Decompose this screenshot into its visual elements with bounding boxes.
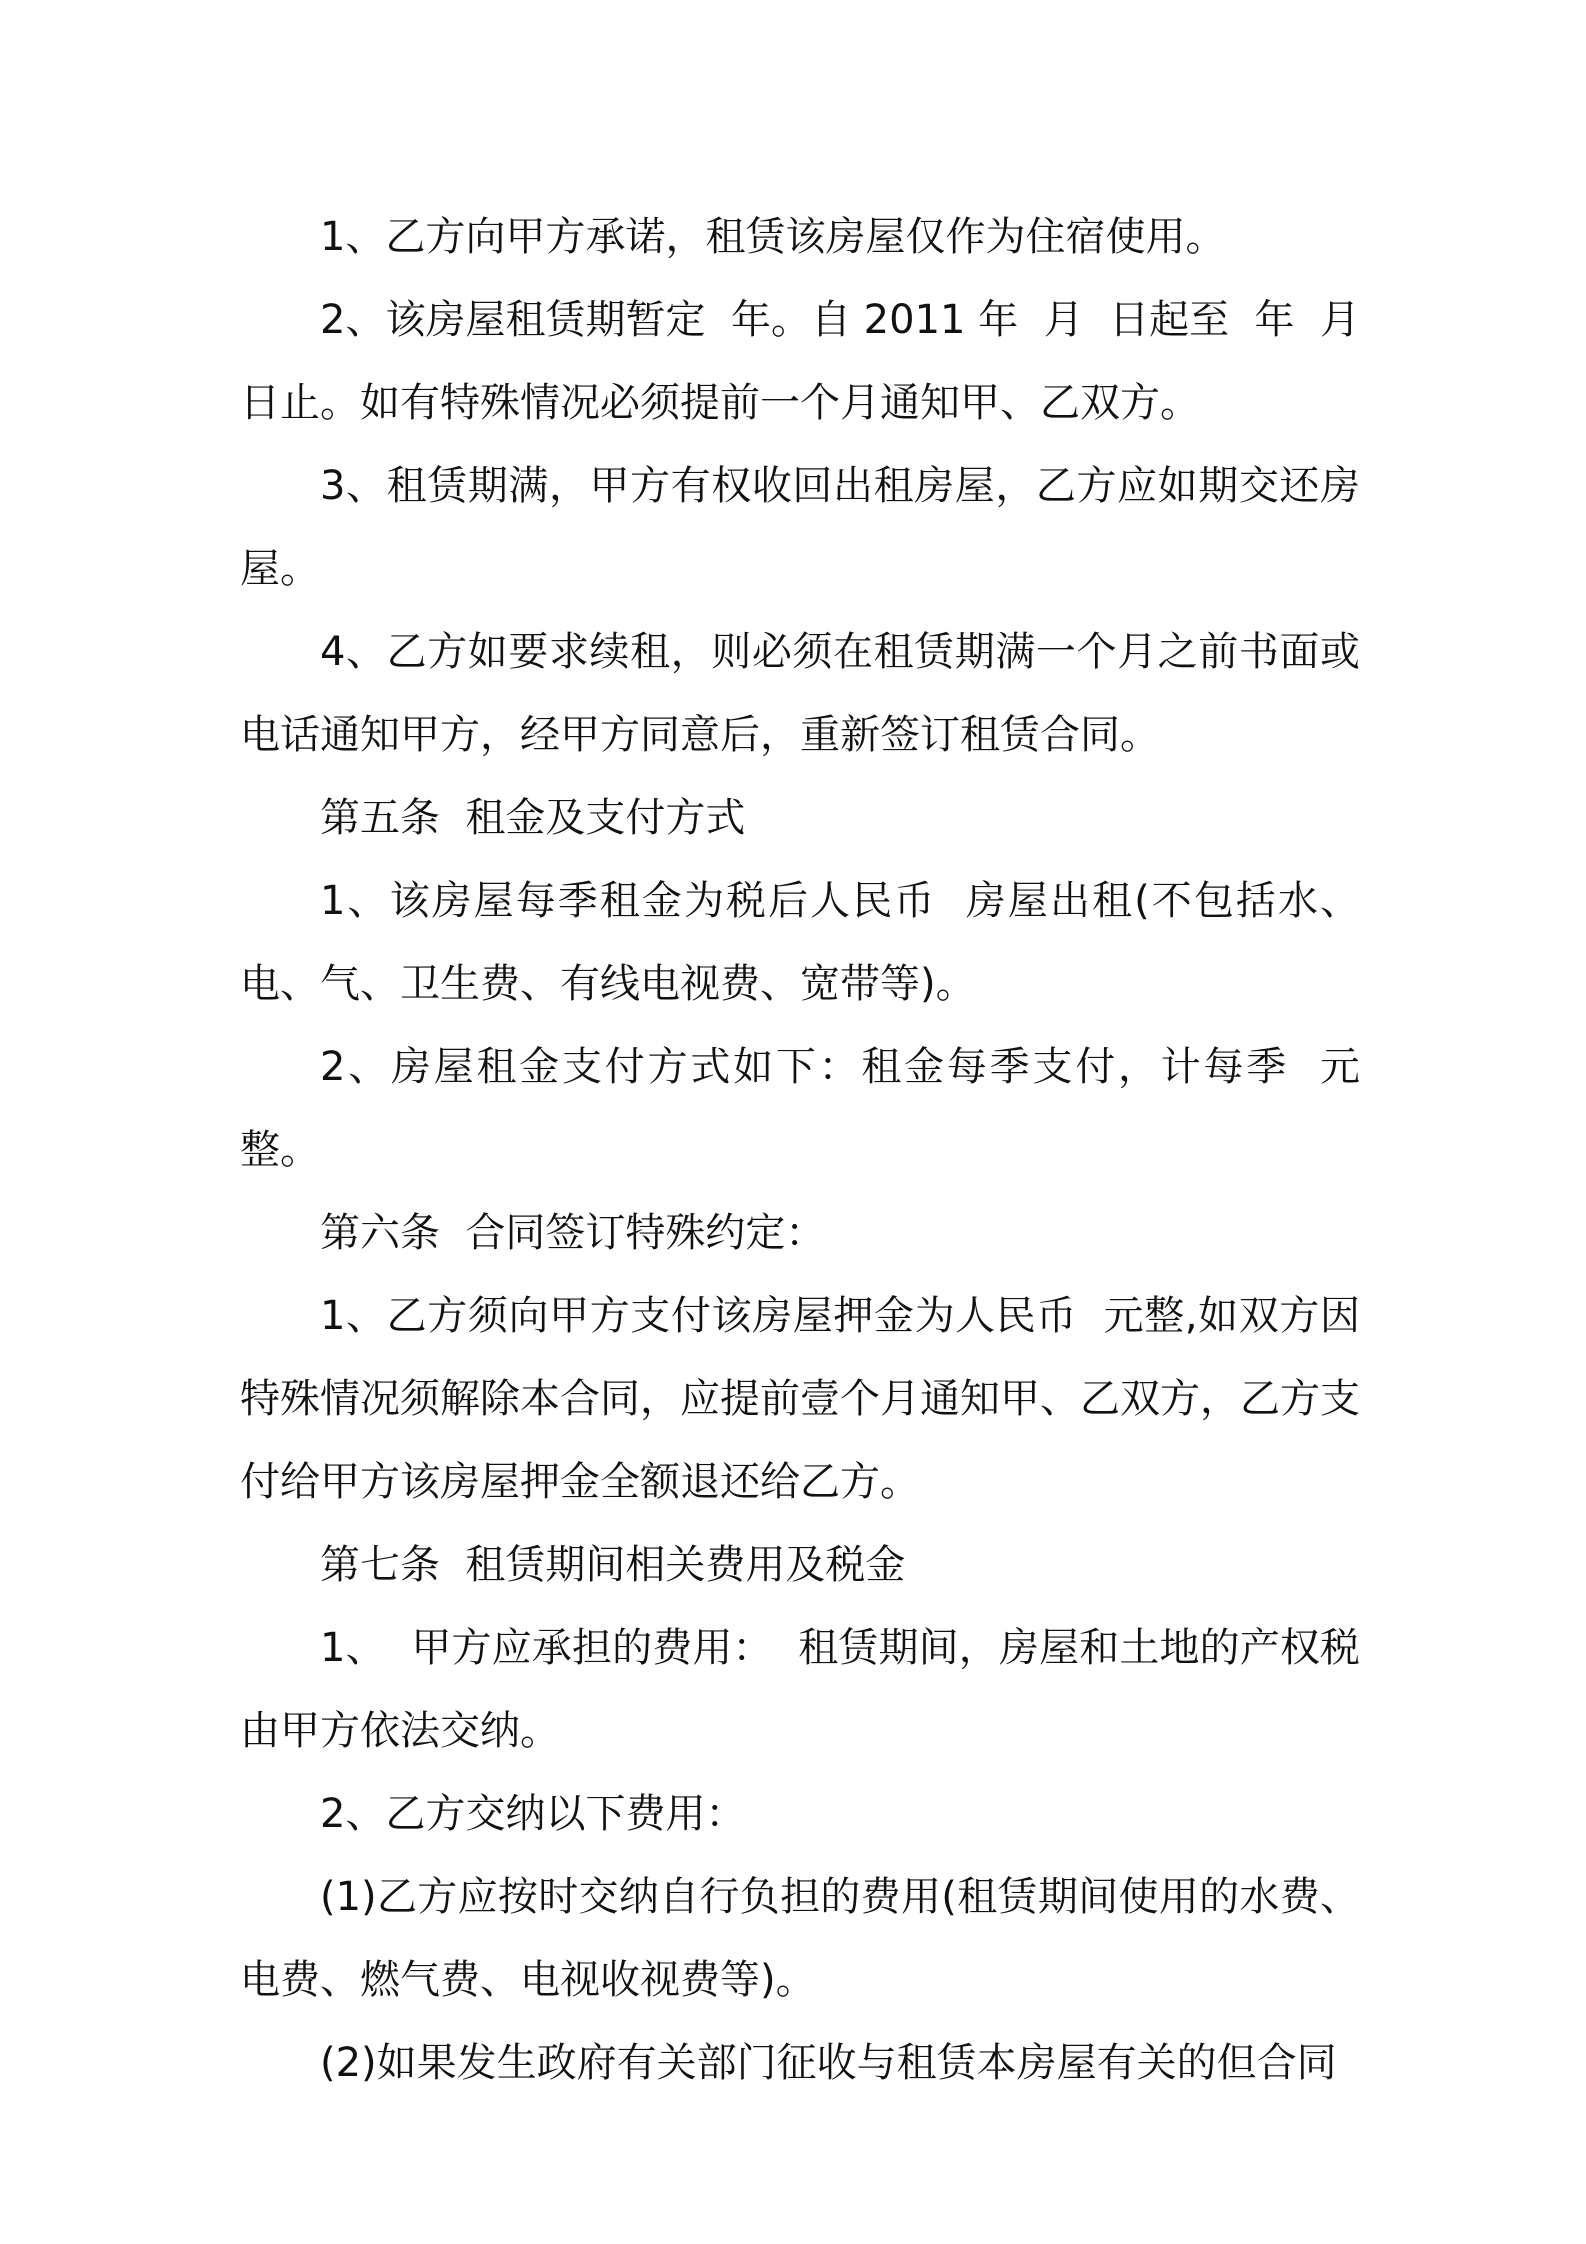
article-heading: 第五条 租金及支付方式 [320, 795, 746, 841]
clause-paragraph: 1、乙方须向甲方支付该房屋押金为人民币 元整,如双方因特殊情况须解除本合同，应提前壹个月通知甲、乙双方，乙方支付给甲方该房屋押金全额退还给乙方。 [240, 1293, 1360, 1505]
clause-paragraph: 1、 甲方应承担的费用： 租赁期间，房屋和土地的产权税由甲方依法交纳。 [240, 1625, 1360, 1754]
clause-paragraph: (2)如果发生政府有关部门征收与租赁本房屋有关的但合同 [320, 2040, 1337, 2086]
article-heading: 第七条 租赁期间相关费用及税金 [320, 1542, 906, 1588]
article-heading: 第六条 合同签订特殊约定： [320, 1210, 826, 1256]
clause-paragraph: 2、该房屋租赁期暂定 年。自 2011 年 月 日起至 年 月 日止。如有特殊情况必须提前一个月通知甲、乙双方。 [240, 297, 1386, 426]
clause-paragraph: 2、乙方交纳以下费用： [320, 1791, 746, 1837]
clause-paragraph: (1)乙方应按时交纳自行负担的费用(租赁期间使用的水费、电费、燃气费、电视收视费等)。 [240, 1874, 1360, 2003]
clause-paragraph: 1、该房屋每季租金为税后人民币 房屋出租(不包括水、电、气、卫生费、有线电视费、宽带等)。 [240, 878, 1360, 1007]
clause-paragraph: 2、房屋租金支付方式如下：租金每季支付，计每季 元整。 [240, 1044, 1360, 1173]
document-body [240, 196, 1386, 2105]
clause-paragraph: 4、乙方如要求续租，则必须在租赁期满一个月之前书面或电话通知甲方，经甲方同意后，重新签订租赁合同。 [240, 629, 1360, 758]
clause-paragraph: 1、乙方向甲方承诺，租赁该房屋仅作为住宿使用。 [320, 214, 1226, 260]
clause-paragraph: 3、租赁期满，甲方有权收回出租房屋，乙方应如期交还房屋。 [240, 463, 1360, 592]
